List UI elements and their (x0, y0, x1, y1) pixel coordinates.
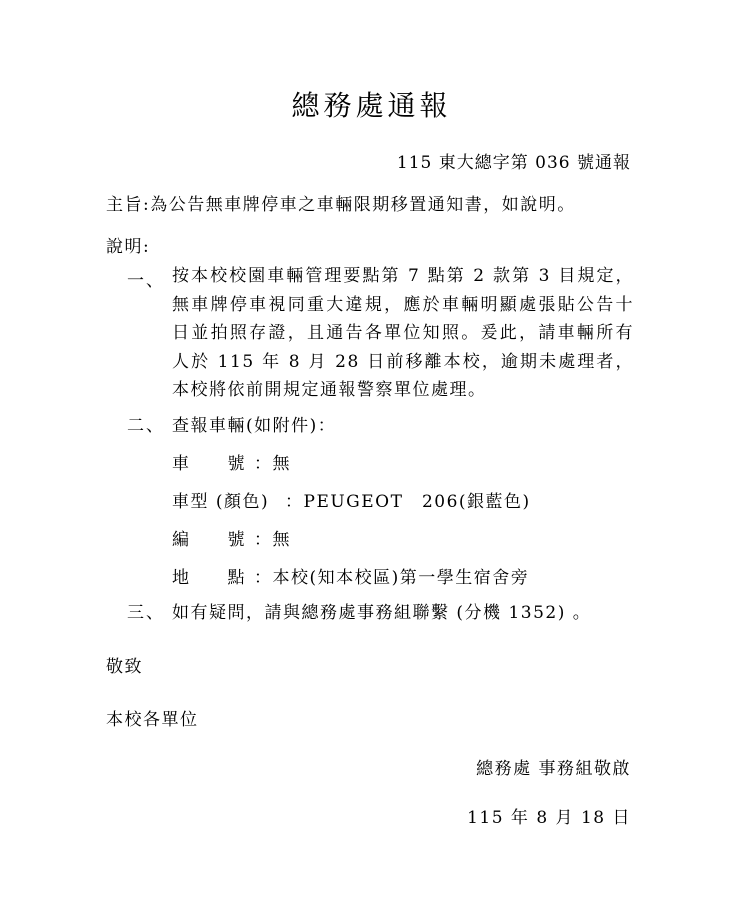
vehicle-serial-label: 編 號 (172, 530, 246, 550)
item-1-text: 按本校校園車輛管理要點第 7 點第 2 款第 3 目規定，無車牌停車視同重大違規，應於車輛明顯處張貼公告十日並拍照存證，且通告各單位知照。爰此，請車輛所有人於 115 年 8 月 28 日前移離本校，逾期未處理者，本校將依前開規定通報警察單位處理。 (172, 266, 634, 400)
vehicle-plate-value: ：無 (254, 454, 291, 474)
item-1-marker: 一、 (127, 271, 165, 291)
explanation-label: 說明: (106, 237, 151, 257)
vehicle-serial-value: ：無 (254, 530, 291, 550)
item-3-marker: 三、 (127, 603, 165, 623)
signer: 總務處 事務組敬啟 (476, 759, 631, 779)
salutation: 敬致 (106, 657, 143, 677)
document-title: 總務處通報 (291, 89, 452, 122)
recipient: 本校各單位 (106, 710, 199, 730)
item-2-text: 查報車輛(如附件)： (172, 416, 337, 436)
vehicle-model-label: 車型 (顏色) (172, 492, 270, 512)
document-number: 115 東大總字第 036 號通報 (396, 153, 631, 173)
item-3-text: 如有疑問，請與總務處事務組聯繫 (分機 1352) 。 (172, 603, 592, 623)
subject-line: 主旨:為公告無車牌停車之車輛限期移置通知書，如說明。 (106, 195, 576, 215)
document-date: 115 年 8 月 18 日 (467, 808, 631, 828)
vehicle-location-label: 地 點 (172, 568, 246, 588)
item-2-marker: 二、 (127, 416, 165, 436)
vehicle-location-value: ：本校(知本校區)第一學生宿舍旁 (254, 568, 530, 588)
vehicle-plate-label: 車 號 (172, 454, 246, 474)
vehicle-model-value: ：PEUGEOT 206(銀藍色) (285, 492, 531, 512)
